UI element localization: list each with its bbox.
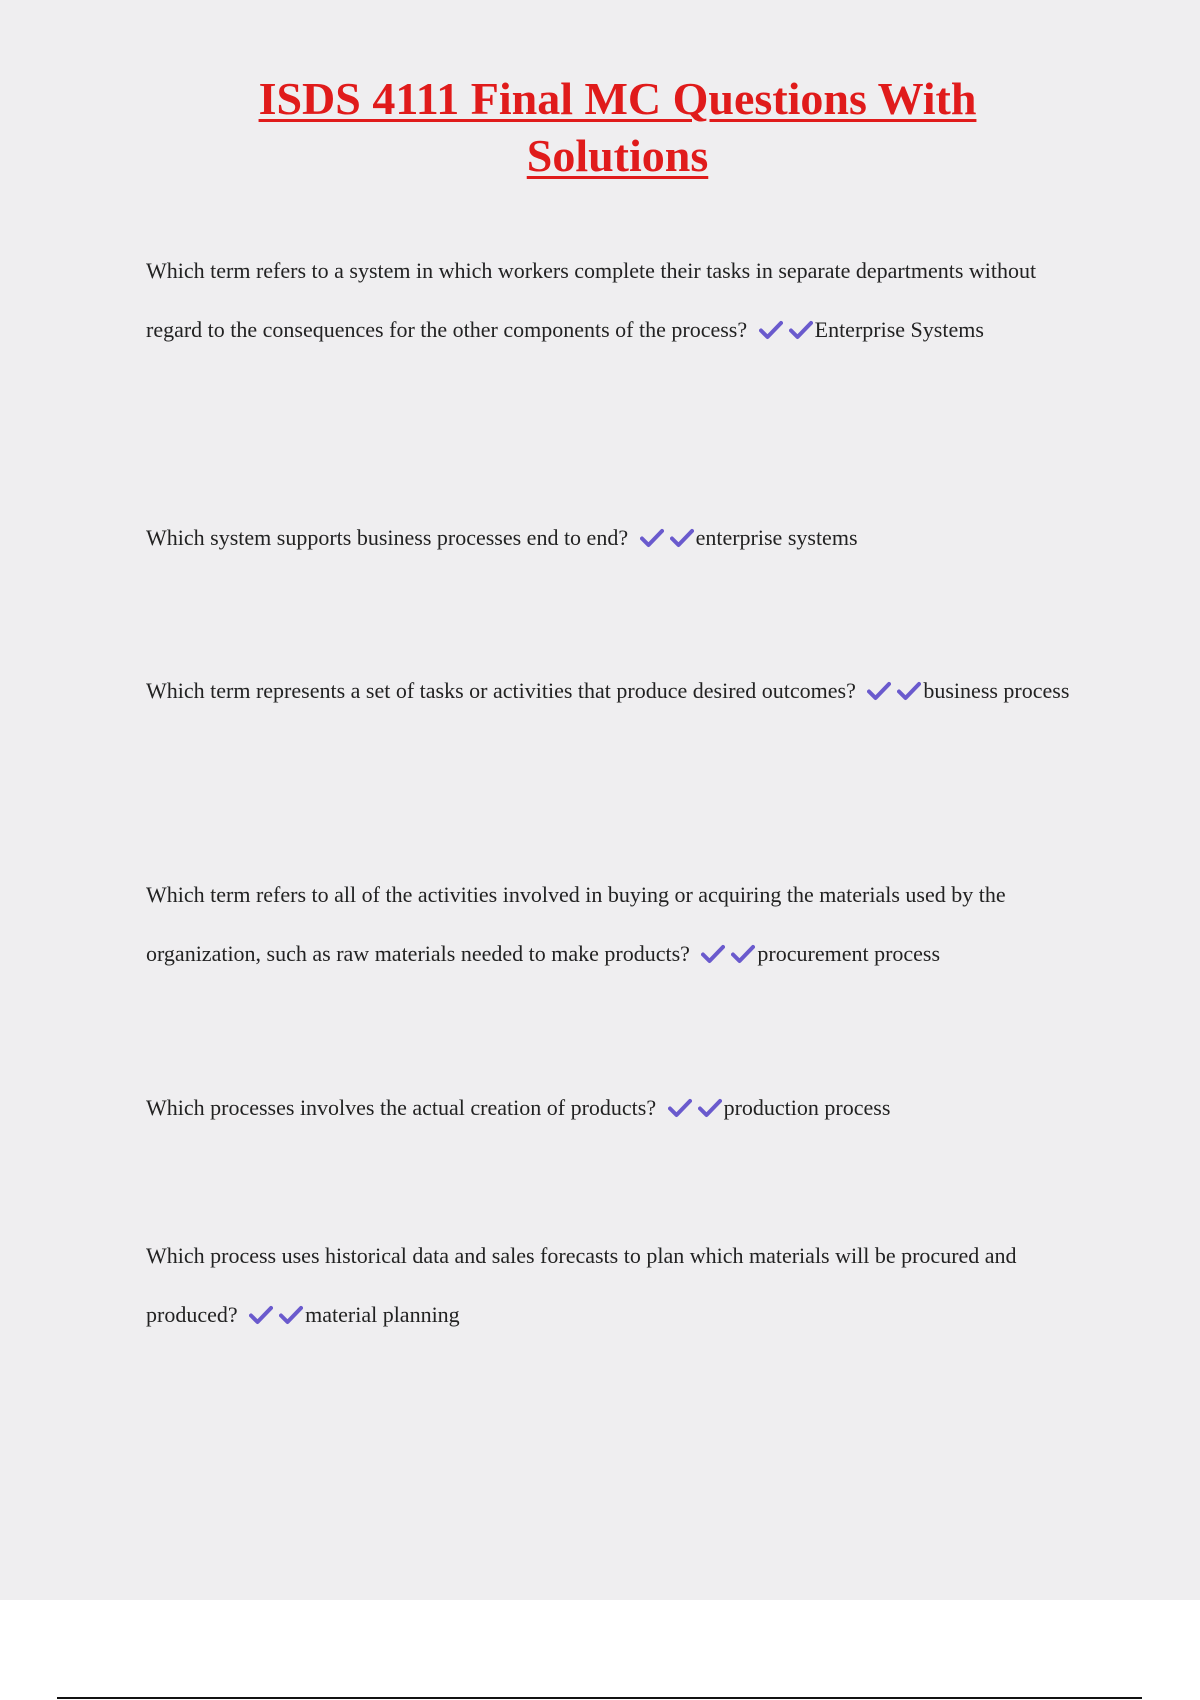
qa-item-2 <box>146 508 1086 567</box>
answer-text: material planning <box>305 1302 460 1327</box>
question-text: Which term represents a set of tasks or activities that produce desired outcomes? <box>146 678 856 703</box>
checkmark-icon <box>867 681 891 701</box>
qa-item-6 <box>146 1226 1086 1344</box>
qa-item-1 <box>146 241 1086 359</box>
qa-item-4 <box>146 865 1086 983</box>
answer-text: procurement process <box>757 941 941 966</box>
answer-text: Enterprise Systems <box>814 317 984 342</box>
title-line-2: Solutions <box>526 130 709 181</box>
checkmark-icon <box>759 320 783 340</box>
answer-text: production process <box>723 1095 891 1120</box>
checkmark-icon <box>279 1305 303 1325</box>
answer-text: business process <box>923 678 1070 703</box>
question-text: Which process uses historical data and sales forecasts to plan which materials will be procured and produced? <box>146 1243 1017 1327</box>
title-line-1: ISDS 4111 Final MC Questions With <box>258 73 977 124</box>
checkmark-icon <box>698 1098 722 1118</box>
qa-item-3 <box>146 661 1086 720</box>
checkmark-icon <box>731 944 755 964</box>
document-title <box>0 70 1200 184</box>
checkmark-icon <box>670 528 694 548</box>
checkmark-icon <box>701 944 725 964</box>
question-text: Which processes involves the actual creation of products? <box>146 1095 657 1120</box>
checkmark-icon <box>668 1098 692 1118</box>
answer-text: enterprise systems <box>695 525 858 550</box>
question-text: Which term refers to a system in which workers complete their tasks in separate departments without regard to the consequences for the other components of the process? <box>146 258 1037 342</box>
footer-divider <box>57 1697 1142 1699</box>
checkmark-icon <box>897 681 921 701</box>
checkmark-icon <box>640 528 664 548</box>
checkmark-icon <box>249 1305 273 1325</box>
qa-item-5 <box>146 1078 1086 1137</box>
checkmark-icon <box>789 320 813 340</box>
question-text: Which system supports business processes end to end? <box>146 525 629 550</box>
question-text: Which term refers to all of the activities involved in buying or acquiring the materials used by the organization, such as raw materials needed to make products? <box>146 882 1006 966</box>
